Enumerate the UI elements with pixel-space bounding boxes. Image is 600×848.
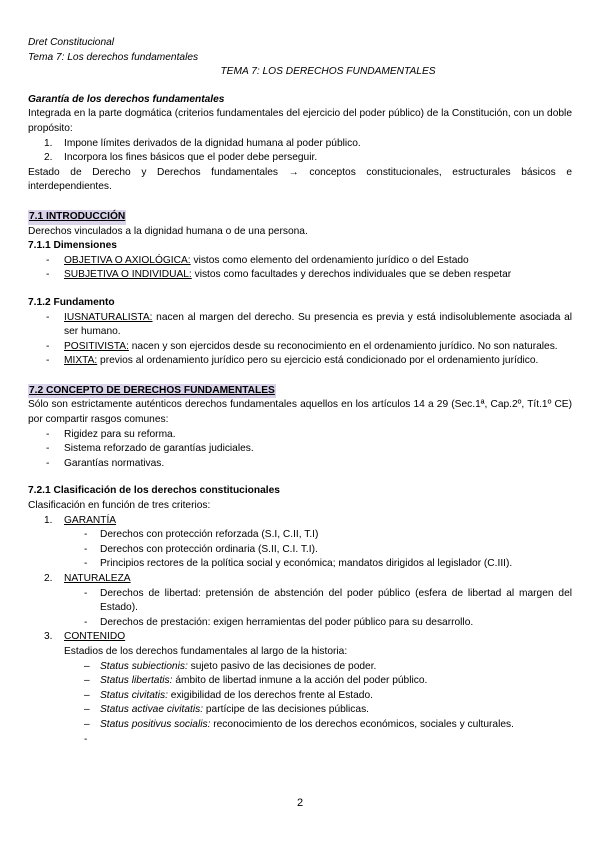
fundamento-item: - MIXTA: previos al ordenamiento jurídico pero su ejercicio está condicionado por el ordenamiento jurídico. xyxy=(46,355,539,367)
criterios-list xyxy=(28,514,572,529)
garantia-item: - Derechos con protección reforzada (S.I, C.II, T.I) xyxy=(84,529,319,541)
intro-closing: Estado de Derecho y Derechos fundamentales → conceptos constitucionales, estructurales básicos e interdependientes. xyxy=(28,166,572,193)
dimensiones-list xyxy=(28,254,572,283)
fundamento-list xyxy=(28,311,572,369)
document-title: TEMA 7: LOS DERECHOS FUNDAMENTALES xyxy=(220,66,436,78)
criterio-contenido: 3. CONTENIDO xyxy=(44,631,126,643)
naturaleza-list xyxy=(28,587,572,631)
intro-list xyxy=(28,137,572,166)
garantia-item: - Principios rectores de la política social y económica; mandatos dirigidos al legislador (C.III). xyxy=(84,558,513,570)
rasgos-list xyxy=(28,428,572,472)
fundamento-item: - IUSNATURALISTA: nacen al margen del derecho. Su presencia es previa y está indisolublemente asociada al ser humano. xyxy=(46,311,572,338)
contenido-list xyxy=(28,660,572,748)
garantia-list xyxy=(28,528,572,572)
document-page xyxy=(28,36,572,747)
status-item: – Status positivus socialis: reconocimiento de los derechos económicos, sociales y culturales. xyxy=(84,718,514,730)
fundamento-heading: 7.1.2 Fundamento xyxy=(28,296,115,308)
criterio-naturaleza: 2. NATURALEZA xyxy=(44,573,131,584)
fundamento-item: - POSITIVISTA: nacen y son ejercidos desde su reconocimiento en el ordenamiento jurídico. No son naturales. xyxy=(46,340,558,352)
section-heading-introduccion: 7.1 INTRODUCCIÓN xyxy=(28,210,126,225)
status-item: – Status libertatis: ámbito de libertad inmune a la acción del poder público. xyxy=(84,675,428,687)
clasificacion-heading: 7.2.1 Clasificación de los derechos constitucionales xyxy=(28,485,280,497)
rasgo-item: - Garantías normativas. xyxy=(46,457,165,469)
dimension-item: - SUBJETIVA O INDIVIDUAL: vistos como facultades y derechos individuales que se deben respetar xyxy=(46,269,512,281)
intro-heading: Garantía de los derechos fundamentales xyxy=(28,93,225,105)
naturaleza-item: - Derechos de prestación: exigen herramientas del poder público para su desarrollo. xyxy=(84,616,474,628)
section-72-text: Sólo son estrictamente auténticos derechos fundamentales aquellos en los artículos 14 a 29 (Sec.1ª, Cap.2º, Tít.1º CE) por compartir rasgos comunes: xyxy=(28,399,572,426)
dimensiones-heading: 7.1.1 Dimensiones xyxy=(28,240,117,252)
rasgo-item: - Sistema reforzado de garantías judiciales. xyxy=(46,443,254,455)
clasificacion-intro: Clasificación en función de tres criterios: xyxy=(28,500,211,512)
status-item: – Status activae civitatis: partícipe de las decisiones públicas. xyxy=(84,704,369,716)
header-subject: Dret Constitucional xyxy=(28,37,115,48)
naturaleza-item: - Derechos de libertad: pretensión de abstención del poder público (esfera de libertad al margen del Estado). xyxy=(84,587,572,614)
page-number: 2 xyxy=(296,797,304,809)
status-item: – Status subiectionis: sujeto pasivo de las decisiones de poder. xyxy=(84,660,377,672)
section-71-text: Derechos vinculados a la dignidad humana o de una persona. xyxy=(28,225,308,237)
criterios-list-2 xyxy=(28,572,572,587)
rasgo-item: - Rigidez para su reforma. xyxy=(46,428,176,440)
criterio-garantia: 1. GARANTÍA xyxy=(44,514,117,526)
status-item: – Status civitatis: exigibilidad de los derechos frente al Estado. xyxy=(84,689,373,701)
header-topic: Tema 7: Los derechos fundamentales xyxy=(28,51,199,63)
intro-list-item: 1. Impone límites derivados de la dignidad humana al poder público. xyxy=(44,137,361,149)
intro-list-item: 2. Incorpora los fines básicos que el poder debe perseguir. xyxy=(44,152,318,164)
section-heading-concepto: 7.2 CONCEPTO DE DERECHOS FUNDAMENTALES xyxy=(28,384,276,399)
intro-paragraph: Integrada en la parte dogmática (criterios fundamentales del ejercicio del poder público) de la Constitución, con un doble propósito: xyxy=(28,108,572,134)
status-item-empty: - xyxy=(84,733,88,745)
garantia-item: - Derechos con protección ordinaria (S.II, C.I. T.I). xyxy=(84,543,318,555)
dimension-item: - OBJETIVA O AXIOLÓGICA: vistos como elemento del ordenamiento jurídico o del Estado xyxy=(46,254,469,266)
criterios-list-3 xyxy=(28,630,572,645)
contenido-intro: Estadios de los derechos fundamentales al largo de la historia: xyxy=(64,645,348,657)
